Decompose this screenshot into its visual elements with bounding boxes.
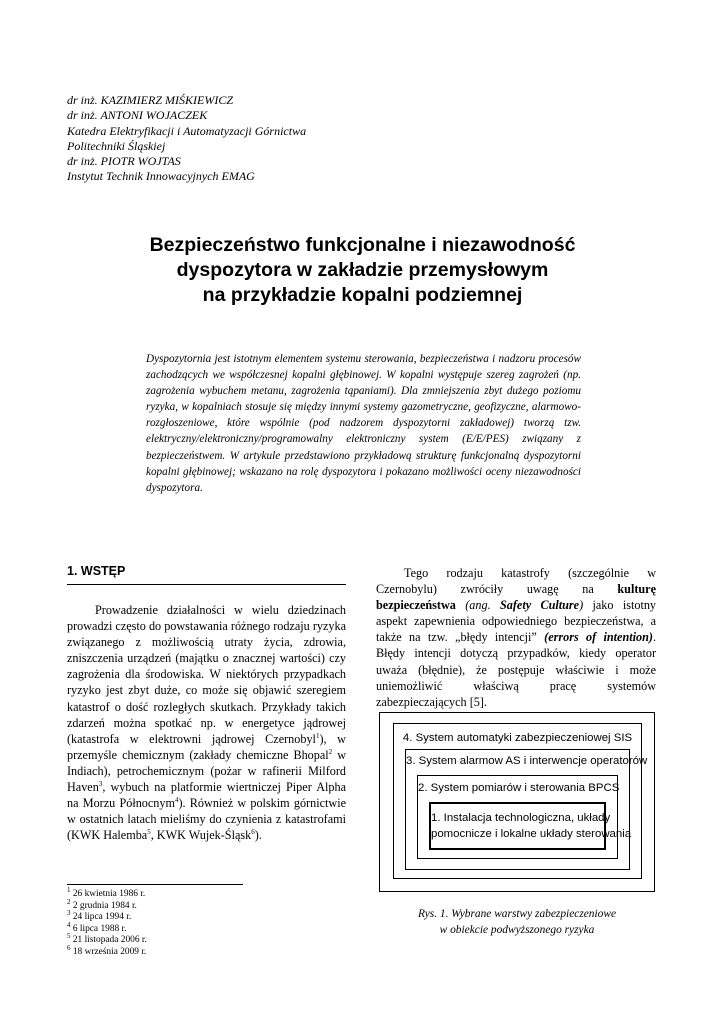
emphasis-term: kulturę bezpieczeństwa xyxy=(376,582,656,613)
footnote-item: $^6$ 18 września 2009 r. xyxy=(67,943,147,957)
footnotes xyxy=(67,885,267,959)
layer-3-label: 3. System alarmow AS i interwencje operatorów xyxy=(406,755,648,767)
footnote-item: $^5$ 21 listopada 2006 r. xyxy=(67,932,147,946)
layer-1-box xyxy=(429,802,632,850)
caption-line: Rys. 1. Wybrane warstwy zabezpieczeniowe xyxy=(417,908,617,920)
title-line: dyspozytora w zakładzie przemysłowym xyxy=(176,259,549,281)
author-line: dr inż. KAZIMIERZ MIŚKIEWICZ xyxy=(67,93,233,107)
layer-4-label: 4. System automatyki zabezpieczeniowej SIS xyxy=(402,732,633,744)
intro-paragraph-right: Tego rodzaju katastrofy (szczególnie w Czernobylu) zwróciły uwagę na kulturę bezpieczeństwa (ang. Safety Culture) jako istotny aspekt zapewnienia odpowiedniego bezpieczeństwa, a także na tzw. „błędy intencji” (errors of intention). Błędy intencji dotyczą przypadków, kiedy operator uważa (błędnie), że postępuje właściwie i może uniemożliwić właściwą pracę systemów zabezpieczających [5]. xyxy=(376,566,657,709)
affiliation-line: Katedra Elektryfikacji i Automatyzacji Górnictwa xyxy=(67,123,307,138)
footnote-ref: 3 xyxy=(98,779,103,788)
abstract: Dyspozytornia jest istotnym elementem systemu sterowania, bezpieczeństwa i nadzoru procesów zachodzących we współczesnej kopalni głębinowej. W kopalni występuje szereg zagrożeń (np. zagrożenia wybuchem metanu, zagrożenia tąpaniami). Dla zmniejszenia zbyt dużego poziomu ryzyka, w kopalniach stosuje się między innymi systemy gazometryczne, geofizyczne, alarmowo-rozgłoszeniowe, które wspólnie (pod nadzorem dyspozytorni zakładowej) tworzą tzw. elektryczny/elektroniczny/programowalny elektroniczny system (E/E/PES) związany z bezpieczeństwem. W artykule przedstawiono przykładową strukturę funkcjonalną dyspozytorni kopalni głębinowej; wskazano na rolę dyspozytora i pokazano możliwości oceny niezawodności dyspozytora. xyxy=(146,353,581,494)
affiliation-line: Politechniki Śląskiej xyxy=(67,138,166,153)
emphasis-term: Safety Culture xyxy=(499,598,580,613)
author-line: dr inż. PIOTR WOJTAS xyxy=(67,154,181,169)
footnote-ref: 6 xyxy=(251,828,255,837)
caption-line: w obiekcie podwyższonego ryzyka xyxy=(439,923,595,936)
layer-1-label-line: pomocnicze i lokalne układy sterowania xyxy=(431,828,632,840)
title-line: na przykładzie kopalni podziemnej xyxy=(202,284,523,306)
safety-layers-figure xyxy=(379,712,655,892)
author-affiliations xyxy=(67,93,567,185)
footnote-ref: 4 xyxy=(174,796,179,805)
affiliation-line: Instytut Technik Innowacyjnych EMAG xyxy=(67,169,255,184)
layer-1-label-line: 1. Instalacja technologiczna, układy xyxy=(431,812,611,824)
footnote-item: $^4$ 6 lipca 1988 r. xyxy=(67,920,127,934)
paper-title xyxy=(60,233,665,308)
figure-caption xyxy=(379,907,655,938)
footnote-divider xyxy=(67,884,243,885)
intro-paragraph-left: Prowadzenie działalności w wielu dziedzinach prowadzi często do powstawania różnego rodzaju ryzyka związanego z możliwością utraty życia, zdrowia, zniszczenia urządzeń (majątku o znacznej wartości) czy zagrożenia dla środowiska. W niektórych przypadkach ryzyko jest zbyt duże, co może się objawić szeregiem katastrof o dość rozległych skutkach. Przykłady takich zdarzeń można spotkać np. w energetyce jądrowej (katastrofa w elektrowni jądrowej Czernobyl$^1$), w przemyśle chemicznym (zakłady chemiczne Bhopal$^2$ w Indiach), petrochemicznym (pożar w rafinerii Milford Haven$^3$, wybuch na platformie wiertniczej Piper Alpha na Morzu Północnym$^4$). Również w polskim górnictwie w ostatnich latach mieliśmy do czynienia z katastrofami (KWK Halemba$^5$, KWK Wujek-Śląsk$^6$). xyxy=(67,603,346,843)
footnote-ref: 5 xyxy=(147,828,151,837)
section-heading: 1. WSTĘP xyxy=(67,564,346,585)
footnote-ref: 1 xyxy=(315,731,320,740)
layer-2-label: 2. System pomiarów i sterowania BPCS xyxy=(418,782,620,794)
emphasis-term: (errors of intention) xyxy=(544,630,653,645)
footnote-item: $^3$ 24 lipca 1994 r. xyxy=(67,909,132,923)
title-line: Bezpieczeństwo funkcjonalne i niezawodność xyxy=(149,234,576,256)
footnote-item: $^1$ 26 kwietnia 1986 r. xyxy=(67,885,146,899)
footnote-ref: 2 xyxy=(328,747,333,756)
footnote-item: $^2$ 2 grudnia 1984 r. xyxy=(67,897,137,911)
author-line: dr inż. ANTONI WOJACZEK xyxy=(67,108,208,123)
